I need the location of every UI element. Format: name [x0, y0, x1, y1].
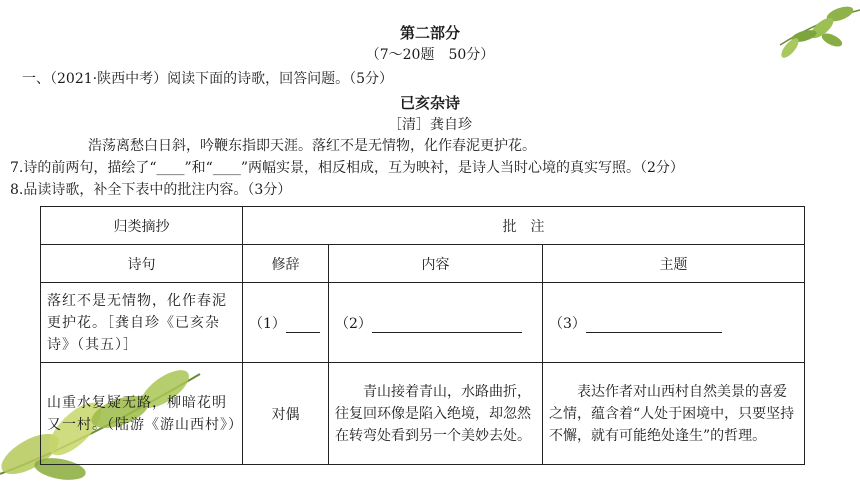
table-subheader-row — [41, 245, 805, 283]
poem-author: ［清］龚自珍 — [388, 117, 472, 133]
poem-title: 已亥杂诗 — [399, 94, 460, 112]
header-annotation: 批 注 — [243, 207, 805, 245]
question-8: 8.品读诗歌，补全下表中的批注内容。（3分） — [10, 182, 292, 198]
part-title: 第二部分 — [399, 24, 460, 42]
subheader-verse: 诗句 — [41, 245, 243, 283]
subheader-rhetoric: 修辞 — [243, 245, 329, 283]
subheader-content: 内容 — [329, 245, 543, 283]
table-header-row — [41, 207, 805, 245]
content-blank-cell[interactable] — [329, 283, 543, 363]
content-cell: 青山接着青山，水路曲折，往复回环像是陷入绝境，却忽然在转弯处看到另一个美妙去处。 — [329, 363, 543, 465]
blank-label-3: （3） — [549, 315, 586, 332]
rhetoric-cell: 对偶 — [243, 363, 329, 465]
verse-cell: 山重水复疑无路，柳暗花明又一村。（陆游《游山西村》） — [41, 363, 243, 465]
question-intro: 一、（2021·陕西中考）阅读下面的诗歌，回答问题。（5分） — [22, 71, 393, 87]
poem-body: 浩荡离愁白日斜，吟鞭东指即天涯。落红不是无情物，化作春泥更护花。 — [88, 138, 536, 154]
header-category: 归类摘抄 — [41, 207, 243, 245]
blank-label-2: （2） — [335, 315, 372, 332]
part-subtitle: （7～20题 50分） — [365, 47, 495, 63]
subheader-theme: 主题 — [543, 245, 805, 283]
theme-blank-cell[interactable] — [543, 283, 805, 363]
blank-label-1: （1） — [249, 315, 286, 332]
table-row — [41, 363, 805, 465]
annotation-table — [40, 206, 805, 465]
answer-blank-3[interactable] — [586, 332, 722, 333]
leaf-decoration-top-right — [740, 0, 860, 90]
rhetoric-blank-cell[interactable] — [243, 283, 329, 363]
table-row — [41, 283, 805, 363]
answer-blank-1[interactable] — [286, 332, 320, 333]
theme-cell: 表达作者对山西村自然美景的喜爱之情，蕴含着“人处于困境中，只要坚持不懈，就有可能绝处逢生”的哲理。 — [543, 363, 805, 465]
answer-blank-2[interactable] — [372, 332, 522, 333]
question-7: 7.诗的前两句，描绘了“____”和“____”两幅实景，相反相成，互为映衬，是诗人当时心境的真实写照。（2分） — [10, 160, 684, 176]
verse-cell: 落红不是无情物，化作春泥更护花。［龚自珍《已亥杂诗》（其五）］ — [41, 283, 243, 363]
